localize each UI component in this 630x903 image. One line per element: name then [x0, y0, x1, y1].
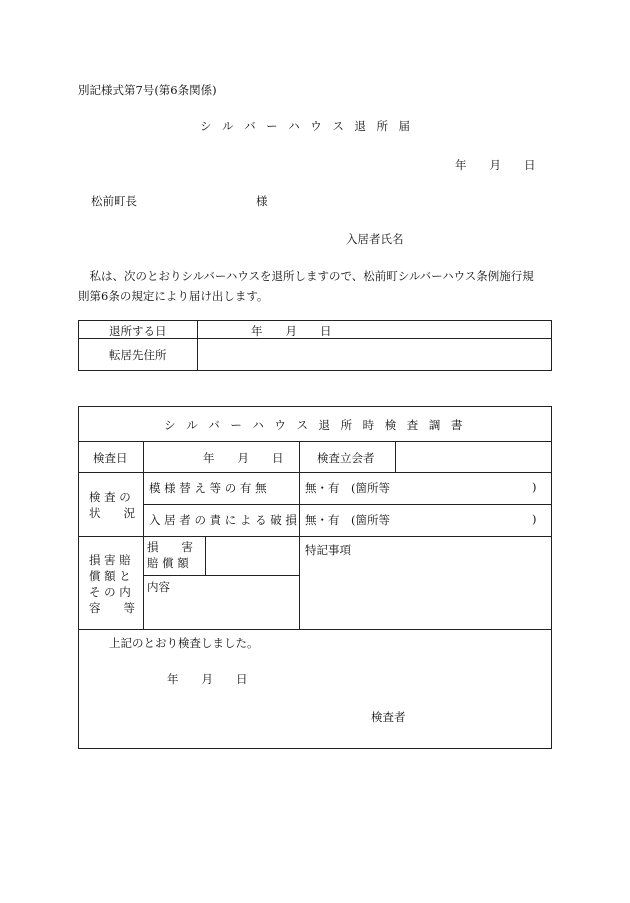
compensation-label-line4: 容 等	[89, 601, 135, 615]
compensation-amount-label-line1: 損 害	[147, 540, 193, 554]
inspection-date-label: 検査日	[93, 451, 128, 465]
compensation-content-label: 内容	[147, 580, 170, 594]
resident-name-label: 入居者氏名	[346, 232, 404, 246]
mayor-label: 松前町長	[91, 194, 137, 208]
compensation-amount-label	[147, 539, 193, 571]
exit-date-field[interactable]: 年 月 日	[251, 324, 332, 338]
exit-info-table	[78, 320, 552, 371]
remodel-field[interactable]: 無・有 (箇所等	[305, 481, 390, 495]
special-notes-label: 特記事項	[305, 543, 351, 557]
body-text-line1: 私は、次のとおりシルバーハウスを退所しますので、松前町シルバーハウス条例施行規	[78, 269, 534, 283]
compensation-label-line1: 損 害 賠	[89, 553, 131, 567]
inspection-record-table	[78, 406, 552, 749]
compensation-label	[89, 552, 135, 616]
inspection-date-field[interactable]: 年 月 日	[203, 451, 284, 465]
remodel-label: 模 様 替 え 等 の 有 無	[149, 481, 267, 495]
compensation-content-field[interactable]	[145, 576, 297, 628]
damage-close-paren: )	[532, 512, 537, 526]
witness-label: 検査立会者	[317, 451, 375, 465]
exit-date-label: 退所する日	[109, 324, 167, 338]
compensation-amount-label-line2: 賠 償 額	[147, 556, 189, 570]
remodel-close-paren: )	[532, 480, 537, 494]
inspection-status-label-line2: 状 況	[89, 506, 135, 520]
special-notes-field[interactable]	[301, 537, 549, 628]
form-title: シ ル バ ー ハ ウ ス 退 所 届	[200, 119, 414, 133]
inspection-title: シ ル バ ー ハ ウ ス 退 所 時 検 査 調 書	[164, 418, 466, 432]
new-address-label: 転居先住所	[109, 348, 167, 362]
inspector-label: 検査者	[371, 710, 406, 724]
new-address-field[interactable]	[199, 339, 549, 370]
form-number: 別記様式第7号(第6条関係)	[78, 83, 217, 97]
compensation-amount-field[interactable]	[207, 537, 297, 574]
inspection-status-label-line1: 検 査 の	[89, 490, 131, 504]
confirmation-date[interactable]: 年 月 日	[167, 672, 248, 686]
honorific-label: 様	[256, 194, 268, 208]
confirmation-text: 上記のとおり検査しました。	[109, 636, 259, 650]
damage-label: 入 居 者 の 責 に よ る 破 損	[149, 513, 297, 527]
compensation-label-line2: 償 額 と	[89, 569, 131, 583]
damage-field[interactable]: 無・有 (箇所等	[305, 513, 390, 527]
body-text-line2: 則第6条の規定により届け出します。	[78, 289, 269, 303]
compensation-label-line3: そ の 内	[89, 585, 131, 599]
inspection-status-label	[89, 489, 135, 521]
submission-date: 年 月 日	[455, 158, 536, 172]
witness-field[interactable]	[397, 442, 549, 472]
